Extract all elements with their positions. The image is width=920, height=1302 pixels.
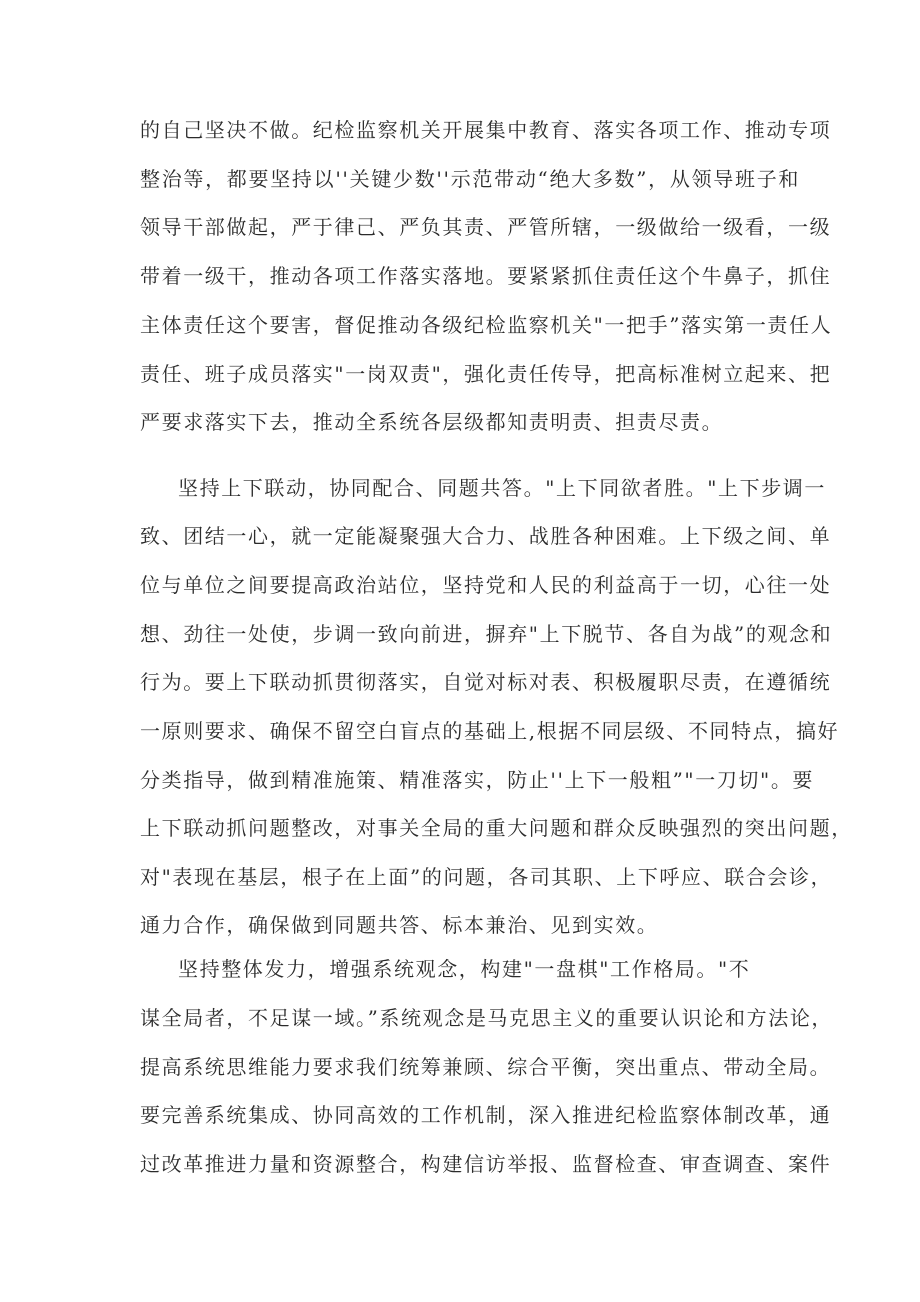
paragraph-3-line-5: 过改革推进力量和资源整合，构建信访举报、监督检查、审查调查、案件 — [140, 1152, 832, 1176]
paragraph-2-line-7: 分类指导，做到精准施策、精准落实，防止''上下一般粗”"一刀切"。要 — [140, 768, 815, 792]
paragraph-1-line-1: 的自己坚决不做。纪检监察机关开展集中教育、落实各项工作、推动专项 — [140, 118, 832, 142]
paragraph-1-line-5: 主体责任这个要害，督促推动各级纪检监察机关"一把手”落实第一责任人 — [140, 313, 833, 337]
paragraph-2-line-8: 上下联动抓问题整改，对事关全局的重大问题和群众反映强烈的突出问题， — [140, 816, 853, 840]
paragraph-2-line-2: 致、团结一心，就一定能凝聚强大合力、战胜各种困难。上下级之间、单 — [140, 524, 832, 548]
paragraph-1-line-3: 领导干部做起，严于律己、严负其责、严管所辖，一级做给一级看，一级 — [140, 215, 832, 239]
paragraph-1-line-7: 严要求落实下去，推动全系统各层级都知责明责、担责尽责。 — [140, 410, 724, 434]
paragraph-1-line-2: 整治等，都要坚持以''关键少数''示范带动“绝大多数”，从领导班子和 — [140, 167, 800, 191]
paragraph-2-line-10: 通力合作，确保做到同题共答、标本兼治、见到实效。 — [140, 913, 659, 937]
paragraph-1-line-4: 带着一级干，推动各项工作落实落地。要紧紧抓住责任这个牛鼻子，抓住 — [140, 264, 832, 288]
paragraph-3-line-2: 谋全局者，不足谋一域。”系统观念是马克思主义的重要认识论和方法论， — [140, 1006, 834, 1030]
paragraph-3-line-1: 坚持整体发力，增强系统观念，构建"一盘棋"工作格局。"不 — [178, 957, 751, 981]
paragraph-2-line-4: 想、劲往一处使，步调一致向前进，摒弃"上下脱节、各自为战”的观念和 — [140, 622, 833, 646]
paragraph-2-line-6: 一原则要求、确保不留空白盲点的基础上,根据不同层级、不同特点，搞好 — [140, 719, 840, 743]
paragraph-1-line-6: 责任、班子成员落实"一岗双责"，强化责任传导，把高标准树立起来、把 — [140, 362, 832, 386]
paragraph-2-line-9: 对"表现在基层，根子在上面”的问题，各司其职、上下呼应、联合会诊， — [140, 865, 833, 889]
paragraph-3-line-4: 要完善系统集成、协同高效的工作机制，深入推进纪检监察体制改革，通 — [140, 1103, 832, 1127]
paragraph-2-line-3: 位与单位之间要提高政治站位，坚持党和人民的利益高于一切，心往一处 — [140, 573, 832, 597]
paragraph-2-line-1: 坚持上下联动，协同配合、同题共答。"上下同欲者胜。"上下步调一 — [178, 476, 826, 500]
paragraph-3-line-3: 提高系统思维能力要求我们统筹兼顾、综合平衡，突出重点、带动全局。 — [140, 1055, 832, 1079]
paragraph-2-line-5: 行为。要上下联动抓贯彻落实，自觉对标对表、积极履职尽责，在遵循统 — [140, 670, 832, 694]
